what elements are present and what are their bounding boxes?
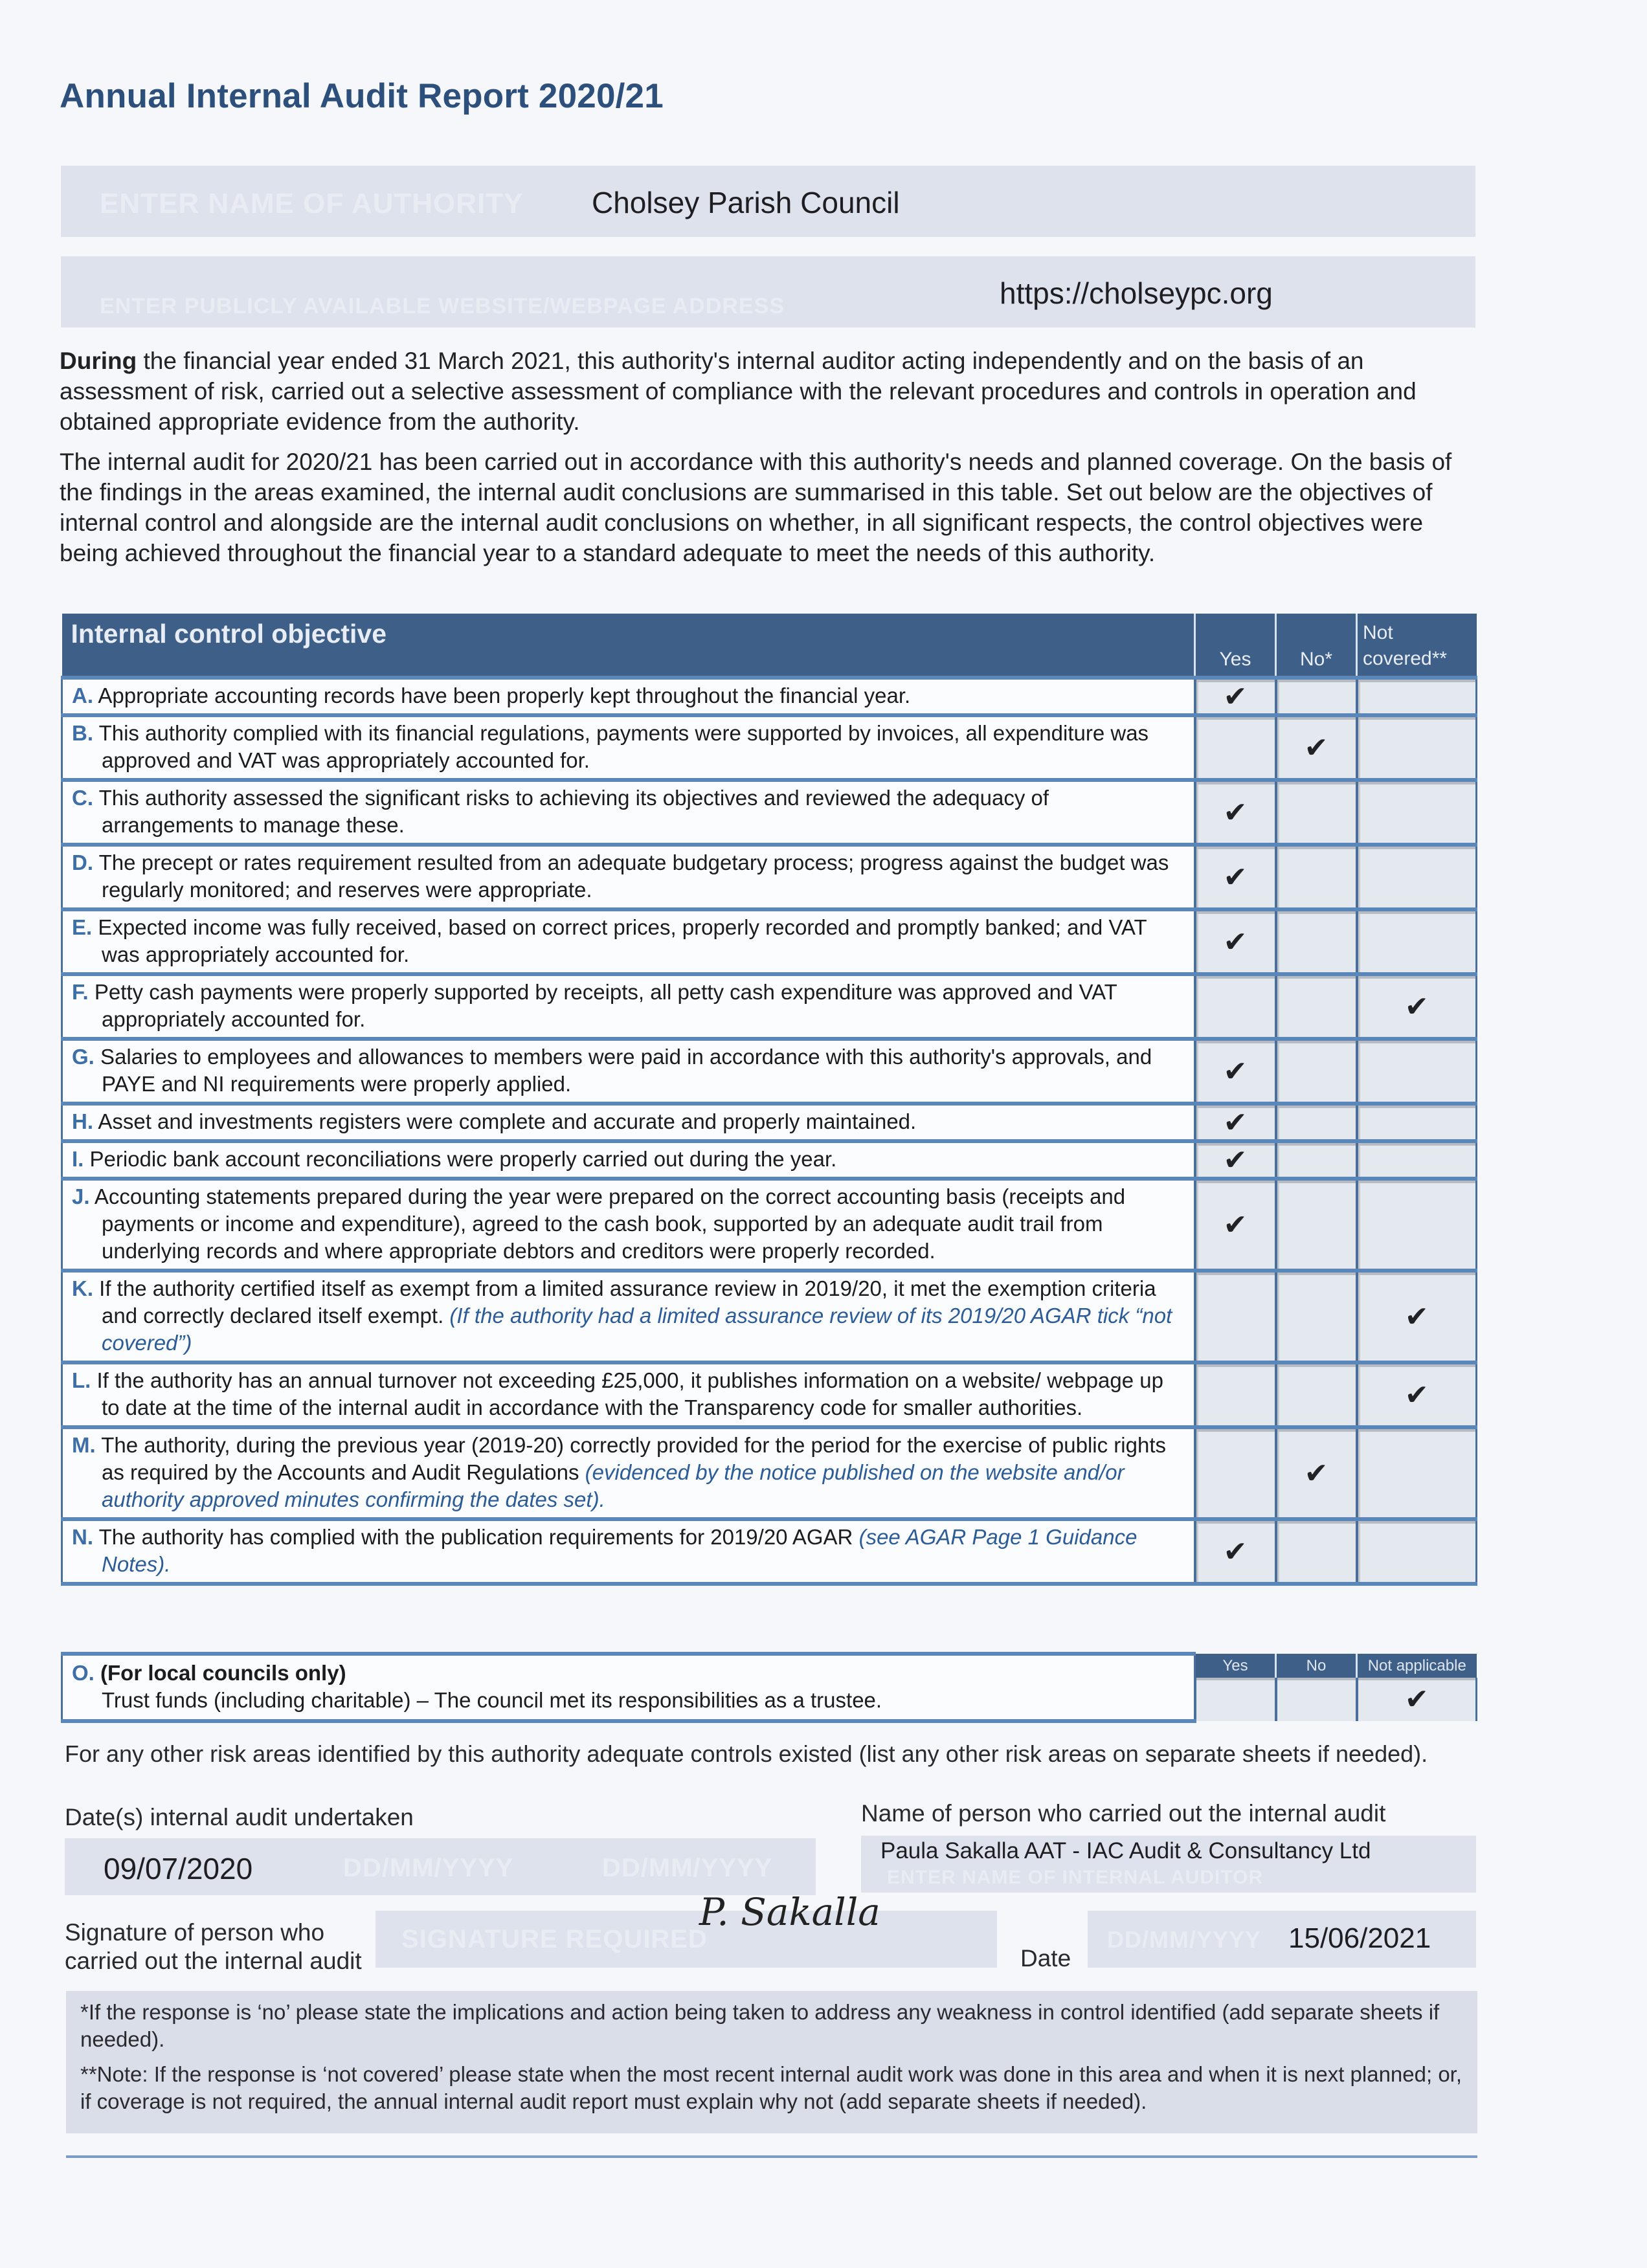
objective-letter: I. [72, 1147, 84, 1171]
objective-letter: J. [72, 1184, 90, 1208]
trust-funds-table [61, 1652, 1477, 1723]
yes-checkbox[interactable] [1195, 909, 1276, 974]
objective-text: Periodic bank account reconciliations were properly carried out during the year. [89, 1147, 837, 1171]
not-covered-checkbox[interactable] [1357, 845, 1477, 909]
objective-letter: M. [72, 1433, 96, 1457]
objective-text: Appropriate accounting records have been properly kept throughout the financial year. [98, 684, 911, 707]
yes-checkbox[interactable] [1195, 974, 1276, 1039]
trust-text: Trust funds (including charitable) – The council met its responsibilities as a trustee. [102, 1688, 882, 1712]
check-icon: ✔ [1404, 1684, 1429, 1716]
objective-text: If the authority certified itself as exempt from a limited assurance review in 2019/20, it met the exemption criteria and correctly declared itself exempt. [99, 1276, 1156, 1328]
signature-label: Signature of person who carried out the internal audit [65, 1919, 362, 1974]
table-row [62, 1039, 1477, 1104]
check-icon: ✔ [1223, 1106, 1248, 1139]
not-covered-checkbox[interactable] [1357, 1271, 1477, 1362]
not-covered-checkbox[interactable] [1357, 1179, 1477, 1271]
not-covered-checkbox[interactable] [1357, 780, 1477, 845]
trust-header-na: Not applicable [1357, 1654, 1477, 1678]
objective-note: (If the authority had a limited assurance review of its 2019/20 AGAR tick “not covered”) [102, 1304, 1172, 1355]
internal-control-table [61, 614, 1477, 1586]
not-covered-checkbox[interactable] [1357, 1104, 1477, 1141]
table-row [62, 1141, 1477, 1179]
no-checkbox[interactable] [1276, 1362, 1357, 1427]
yes-checkbox[interactable] [1195, 780, 1276, 845]
check-icon: ✔ [1223, 796, 1248, 828]
yes-checkbox[interactable] [1195, 1104, 1276, 1141]
objective-text: Expected income was fully received, based on correct prices, properly recorded and promptly banked; and VAT was appropriately accounted for. [98, 915, 1147, 966]
yes-checkbox[interactable] [1195, 1271, 1276, 1362]
auditor-name-field[interactable] [861, 1836, 1476, 1893]
objective-cell [62, 1427, 1195, 1519]
objective-letter: E. [72, 915, 93, 939]
yes-checkbox[interactable] [1195, 845, 1276, 909]
check-icon: ✔ [1404, 1379, 1429, 1411]
intro-paragraph-1 [60, 346, 1484, 437]
website-field[interactable] [61, 256, 1475, 328]
objective-text: Asset and investments registers were complete and accurate and properly maintained. [98, 1109, 917, 1133]
footnotes-box [66, 1991, 1477, 2133]
signature-date-placeholder: DD/MM/YYYY [1107, 1926, 1262, 1953]
other-risks-text: For any other risk areas identified by this authority adequate controls existed (list any other risk areas on separate sheets if needed). [65, 1740, 1428, 1767]
no-checkbox[interactable] [1276, 845, 1357, 909]
table-row [62, 1179, 1477, 1271]
check-icon: ✔ [1304, 1457, 1328, 1489]
objective-cell [62, 1519, 1195, 1584]
objective-note: (see AGAR Page 1 Guidance Notes). [102, 1525, 1137, 1576]
trust-na-checkbox[interactable] [1357, 1678, 1477, 1721]
auditor-name-placeholder: ENTER NAME OF INTERNAL AUDITOR [887, 1867, 1264, 1888]
objective-text: The authority, during the previous year (2019-20) correctly provided for the period for the exercise of public rights as required by the Accounts and Audit Regulations [101, 1433, 1166, 1484]
trust-funds-section [61, 1652, 1475, 1768]
check-icon: ✔ [1223, 1535, 1248, 1568]
authority-name-field[interactable] [61, 166, 1475, 237]
intro-lead: During [60, 348, 137, 374]
not-covered-checkbox[interactable] [1357, 1427, 1477, 1519]
yes-checkbox[interactable] [1195, 1039, 1276, 1104]
not-covered-checkbox[interactable] [1357, 974, 1477, 1039]
objective-text: The authority has complied with the publication requirements for 2019/20 AGAR [98, 1525, 853, 1549]
page-title: Annual Internal Audit Report 2020/21 [60, 77, 664, 115]
audit-date-3-placeholder: DD/MM/YYYY [602, 1854, 773, 1882]
audit-date-1: 09/07/2020 [104, 1852, 253, 1885]
handwritten-signature [699, 1890, 971, 1987]
no-checkbox[interactable] [1276, 974, 1357, 1039]
yes-checkbox[interactable] [1195, 1141, 1276, 1179]
table-row [62, 845, 1477, 909]
no-checkbox[interactable] [1276, 780, 1357, 845]
trust-heading: (For local councils only) [100, 1661, 346, 1685]
objective-text: The precept or rates requirement resulted from an adequate budgetary process; progress against the budget was regularly monitored; and reserves were appropriate. [98, 850, 1169, 902]
table-row [62, 678, 1477, 715]
objective-letter: L. [72, 1368, 91, 1392]
not-covered-checkbox[interactable] [1357, 1519, 1477, 1584]
check-icon: ✔ [1223, 1208, 1248, 1241]
trust-letter: O. [72, 1661, 95, 1685]
yes-checkbox[interactable] [1195, 715, 1276, 780]
yes-checkbox[interactable] [1195, 1179, 1276, 1271]
table-row [62, 974, 1477, 1039]
objective-text: Salaries to employees and allowances to members were paid in accordance with this authority's approvals, and PAYE and NI requirements were properly applied. [100, 1045, 1152, 1096]
table-row [62, 1427, 1477, 1519]
objective-text: Petty cash payments were properly supported by receipts, all petty cash expenditure was approved and VAT appropriately accounted for. [94, 980, 1117, 1031]
no-checkbox[interactable] [1276, 678, 1357, 715]
no-checkbox[interactable] [1276, 1519, 1357, 1584]
check-icon: ✔ [1223, 926, 1248, 958]
objective-letter: A. [72, 684, 93, 707]
check-icon: ✔ [1223, 680, 1248, 713]
check-icon: ✔ [1404, 1300, 1429, 1333]
table-row [62, 715, 1477, 780]
footnote-not-covered: **Note: If the response is ‘not covered’ please state when the most recent internal audit work was done in this area and when it is next planned; or, if coverage is not required, the annual internal audit report must explain why not (add separate sheets if needed). [80, 2062, 1462, 2113]
check-icon: ✔ [1223, 861, 1248, 893]
no-checkbox[interactable] [1276, 1427, 1357, 1519]
not-covered-checkbox[interactable] [1357, 678, 1477, 715]
header-objective: Internal control objective [62, 614, 1195, 678]
trust-no-checkbox[interactable] [1276, 1678, 1357, 1721]
header-yes: Yes [1195, 614, 1276, 678]
signature-handwritten-text: P. Sakalla [699, 1890, 880, 1934]
check-icon: ✔ [1304, 731, 1328, 764]
website-placeholder: ENTER PUBLICLY AVAILABLE WEBSITE/WEBPAGE ADDRESS [100, 294, 785, 318]
objective-cell [62, 1141, 1195, 1179]
objective-text: If the authority has an annual turnover not exceeding £25,000, it publishes information on a website/ webpage up to date at the time of the internal audit in accordance with the Transparency code for smaller authorities. [96, 1368, 1163, 1419]
authority-name-placeholder: ENTER NAME OF AUTHORITY [100, 188, 524, 219]
not-covered-checkbox[interactable] [1357, 1141, 1477, 1179]
auditor-label: Name of person who carried out the internal audit [861, 1800, 1386, 1827]
intro-text-1: the financial year ended 31 March 2021, this authority's internal auditor acting independently and on the basis of an assessment of risk, carried out a selective assessment of compliance with the relevant procedures and controls in operation and obtained appropriate evidence from the authority. [60, 348, 1417, 435]
objective-letter: B. [72, 721, 93, 745]
table-header [62, 614, 1477, 678]
table-row [62, 909, 1477, 974]
objective-letter: H. [72, 1109, 93, 1133]
trust-header-no: No [1276, 1654, 1357, 1678]
objective-letter: D. [72, 850, 93, 874]
objective-cell [62, 909, 1195, 974]
objective-cell [62, 715, 1195, 780]
yes-checkbox[interactable] [1195, 1427, 1276, 1519]
table-row [62, 780, 1477, 845]
footnote-no: *If the response is ‘no’ please state the implications and action being taken to address any weakness in control identified (add separate sheets if needed). [80, 2000, 1440, 2051]
no-checkbox[interactable] [1276, 909, 1357, 974]
objective-cell [62, 1179, 1195, 1271]
signature-placeholder: SIGNATURE REQUIRED [401, 1925, 708, 1953]
no-checkbox[interactable] [1276, 1179, 1357, 1271]
no-checkbox[interactable] [1276, 715, 1357, 780]
objective-cell [62, 845, 1195, 909]
bottom-divider [66, 2155, 1477, 2158]
not-covered-checkbox[interactable] [1357, 1362, 1477, 1427]
header-not-covered: Not covered** [1357, 614, 1477, 678]
no-checkbox[interactable] [1276, 1271, 1357, 1362]
check-icon: ✔ [1223, 1144, 1248, 1176]
yes-checkbox[interactable] [1195, 1519, 1276, 1584]
signature-date-field[interactable] [1088, 1911, 1476, 1968]
check-icon: ✔ [1404, 990, 1429, 1023]
objective-cell [62, 1104, 1195, 1141]
objective-letter: K. [72, 1276, 93, 1300]
trust-header-yes: Yes [1195, 1654, 1276, 1678]
objective-text: Accounting statements prepared during the year were prepared on the correct accounting basis (receipts and payments or income and expenditure), agreed to the cash book, supported by an adequate audit trail from underlying records and where appropriate debtors and creditors were properly recorded. [94, 1184, 1126, 1263]
objective-letter: G. [72, 1045, 95, 1069]
objective-letter: N. [72, 1525, 93, 1549]
no-checkbox[interactable] [1276, 1141, 1357, 1179]
website-value: https://cholseypc.org [1000, 276, 1273, 310]
objective-letter: F. [72, 980, 89, 1004]
trust-yes-checkbox[interactable] [1195, 1678, 1276, 1721]
objective-cell [62, 1271, 1195, 1362]
header-no: No* [1276, 614, 1357, 678]
objective-letter: C. [72, 786, 93, 810]
table-row [62, 1519, 1477, 1584]
no-checkbox[interactable] [1276, 1104, 1357, 1141]
objective-cell [62, 780, 1195, 845]
auditor-name-value: Paula Sakalla AAT - IAC Audit & Consultancy Ltd [880, 1838, 1371, 1863]
objective-note: (evidenced by the notice published on the website and/or authority approved minutes confirming the dates set). [102, 1460, 1125, 1511]
objective-cell [62, 974, 1195, 1039]
authority-name-value: Cholsey Parish Council [592, 186, 900, 219]
table-row [62, 1271, 1477, 1362]
audit-date-2-placeholder: DD/MM/YYYY [343, 1854, 514, 1882]
table-row [62, 1104, 1477, 1141]
date-label: Date [1020, 1945, 1071, 1972]
yes-checkbox[interactable] [1195, 1362, 1276, 1427]
intro-paragraph-2: The internal audit for 2020/21 has been carried out in accordance with this authority's needs and planned coverage. On the basis of the findings in the areas examined, the internal audit conclusions are summarised in this table. Set out below are the objectives of internal control and alongside are the internal audit conclusions on whether, in all significant respects, the control objectives were being achieved throughout the financial year to a standard adequate to meet the needs of this authority. [60, 449, 1452, 566]
not-covered-checkbox[interactable] [1357, 909, 1477, 974]
signature-date-value: 15/06/2021 [1288, 1922, 1431, 1954]
objective-cell [62, 1039, 1195, 1104]
no-checkbox[interactable] [1276, 1039, 1357, 1104]
objective-cell [62, 678, 1195, 715]
table-row [62, 1362, 1477, 1427]
audit-dates-field[interactable] [65, 1838, 816, 1895]
not-covered-checkbox[interactable] [1357, 715, 1477, 780]
yes-checkbox[interactable] [1195, 678, 1276, 715]
objective-cell [62, 1362, 1195, 1427]
objective-text: This authority complied with its financial regulations, payments were supported by invoices, all expenditure was approved and VAT was appropriately accounted for. [98, 721, 1149, 772]
check-icon: ✔ [1223, 1055, 1248, 1087]
trust-funds-objective [62, 1654, 1195, 1721]
objective-text: This authority assessed the significant risks to achieving its objectives and reviewed the adequacy of arrangements to manage these. [98, 786, 1049, 837]
not-covered-checkbox[interactable] [1357, 1039, 1477, 1104]
dates-label: Date(s) internal audit undertaken [65, 1804, 414, 1830]
